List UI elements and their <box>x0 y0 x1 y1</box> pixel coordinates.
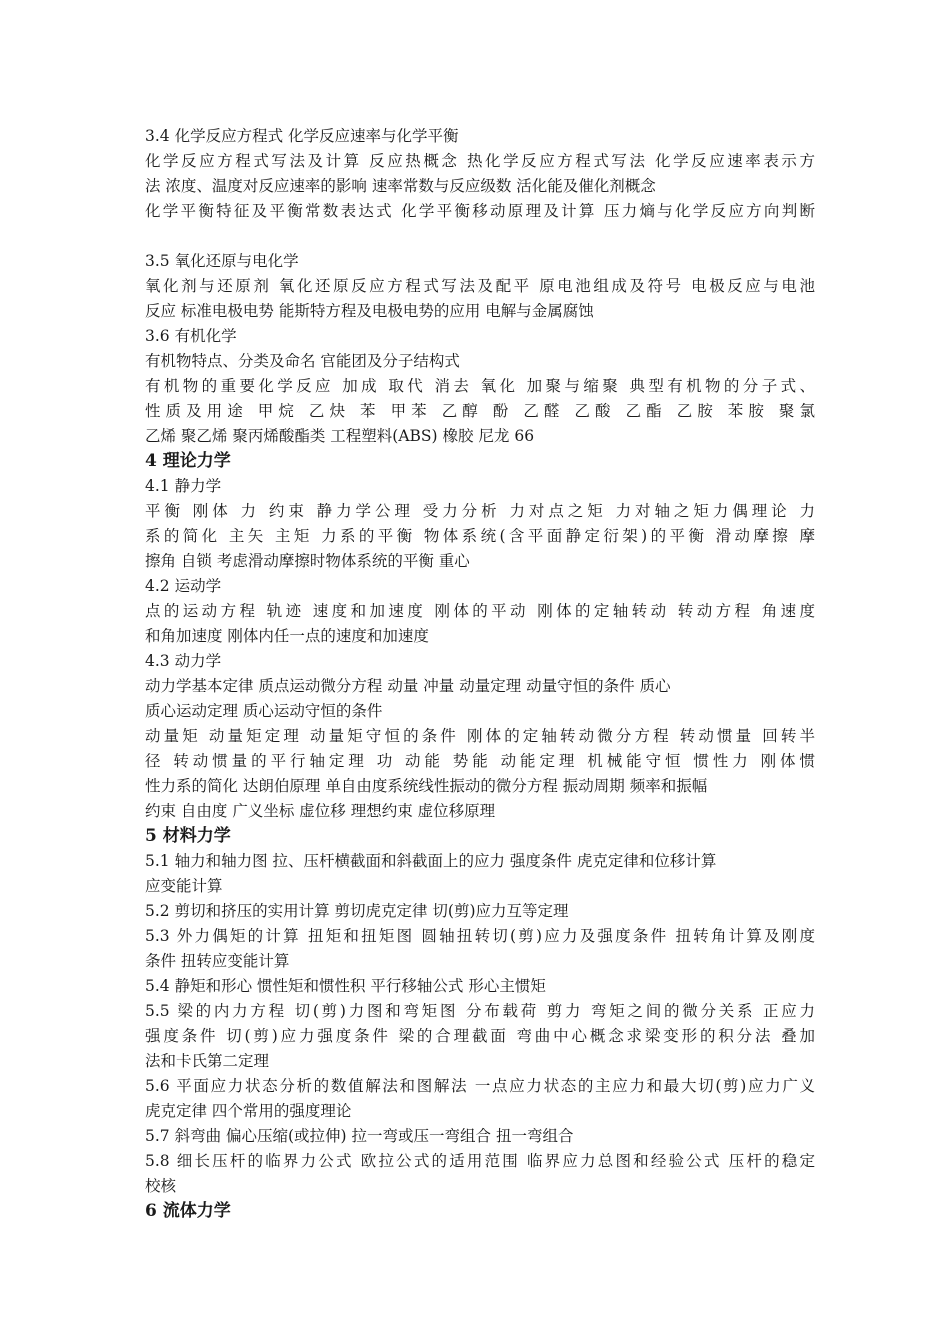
text-line: 3.5 氧化还原与电化学 <box>145 252 299 270</box>
text-line: 反应 标准电极电势 能斯特方程及电极电势的应用 电解与金属腐蚀 <box>145 302 594 320</box>
text-line: 强度条件 切(剪)应力强度条件 梁的合理截面 弯曲中心概念求梁变形的积分法 叠加 <box>145 1027 815 1045</box>
text-line: 擦角 自锁 考虑滑动摩擦时物体系统的平衡 重心 <box>145 552 470 570</box>
section-heading: 5 材料力学 <box>145 826 231 846</box>
text-line: 5.2 剪切和挤压的实用计算 剪切虎克定律 切(剪)应力互等定理 <box>145 902 569 920</box>
text-line: 性力系的简化 达朗伯原理 单自由度系统线性振动的微分方程 振动周期 频率和振幅 <box>145 777 708 795</box>
text-line: 应变能计算 <box>145 877 223 895</box>
text-line: 约束 自由度 广义坐标 虚位移 理想约束 虚位移原理 <box>145 802 496 820</box>
text-line: 乙烯 聚乙烯 聚丙烯酸酯类 工程塑料(ABS) 橡胶 尼龙 66 <box>145 427 535 445</box>
text-line: 5.3 外力偶矩的计算 扭矩和扭矩图 圆轴扭转切(剪)应力及强度条件 扭转角计算及刚度 <box>145 927 815 945</box>
text-line: 虎克定律 四个常用的强度理论 <box>145 1102 352 1120</box>
text-line: 动力学基本定律 质点运动微分方程 动量 冲量 动量定理 动量守恒的条件 质心 <box>145 677 671 695</box>
text-line: 化学平衡特征及平衡常数表达式 化学平衡移动原理及计算 压力熵与化学反应方向判断 <box>145 202 815 220</box>
text-line: 3.4 化学反应方程式 化学反应速率与化学平衡 <box>145 127 459 145</box>
text-line: 径 转动惯量的平行轴定理 功 动能 势能 动能定理 机械能守恒 惯性力 刚体惯 <box>145 752 815 770</box>
section-heading: 4 理论力学 <box>145 451 231 471</box>
text-line: 5.6 平面应力状态分析的数值解法和图解法 一点应力状态的主应力和最大切(剪)应力广义 <box>145 1077 815 1095</box>
text-line: 4.3 动力学 <box>145 652 222 670</box>
text-line: 法 浓度、温度对反应速率的影响 速率常数与反应级数 活化能及催化剂概念 <box>145 177 656 195</box>
text-line: 平衡 刚体 力 约束 静力学公理 受力分析 力对点之矩 力对轴之矩力偶理论 力 <box>145 502 815 520</box>
text-line: 条件 扭转应变能计算 <box>145 952 290 970</box>
text-line: 5.8 细长压杆的临界力公式 欧拉公式的适用范围 临界应力总图和经验公式 压杆的稳定 <box>145 1152 815 1170</box>
document-page <box>145 124 815 1224</box>
text-line: 质心运动定理 质心运动守恒的条件 <box>145 702 383 720</box>
text-line: 4.1 静力学 <box>145 477 222 495</box>
text-line: 4.2 运动学 <box>145 577 222 595</box>
text-line: 点的运动方程 轨迹 速度和加速度 刚体的平动 刚体的定轴转动 转动方程 角速度 <box>145 602 815 620</box>
text-line: 和角加速度 刚体内任一点的速度和加速度 <box>145 627 429 645</box>
text-line: 5.4 静矩和形心 惯性矩和惯性积 平行移轴公式 形心主惯矩 <box>145 977 546 995</box>
text-line: 校核 <box>145 1177 177 1195</box>
blank-line <box>145 224 815 249</box>
text-line: 5.1 轴力和轴力图 拉、压杆横截面和斜截面上的应力 强度条件 虎克定律和位移计算 <box>145 852 717 870</box>
text-line: 5.7 斜弯曲 偏心压缩(或拉伸) 拉一弯或压一弯组合 扭一弯组合 <box>145 1127 574 1145</box>
text-line: 氧化剂与还原剂 氧化还原反应方程式写法及配平 原电池组成及符号 电极反应与电池 <box>145 277 815 295</box>
text-line: 有机物特点、分类及命名 官能团及分子结构式 <box>145 352 460 370</box>
section-heading: 6 流体力学 <box>145 1201 231 1221</box>
text-line: 动量矩 动量矩定理 动量矩守恒的条件 刚体的定轴转动微分方程 转动惯量 回转半 <box>145 727 815 745</box>
text-line: 3.6 有机化学 <box>145 327 237 345</box>
text-line: 性质及用途 甲烷 乙炔 苯 甲苯 乙醇 酚 乙醛 乙酸 乙酯 乙胺 苯胺 聚氯 <box>145 402 815 420</box>
text-line: 有机物的重要化学反应 加成 取代 消去 氧化 加聚与缩聚 典型有机物的分子式、 <box>145 377 815 395</box>
text-line: 5.5 梁的内力方程 切(剪)力图和弯矩图 分布载荷 剪力 弯矩之间的微分关系 正应力 <box>145 1002 815 1020</box>
text-line: 系的简化 主矢 主矩 力系的平衡 物体系统(含平面静定衍架)的平衡 滑动摩擦 摩 <box>145 527 815 545</box>
text-line: 法和卡氏第二定理 <box>145 1052 270 1070</box>
text-line: 化学反应方程式写法及计算 反应热概念 热化学反应方程式写法 化学反应速率表示方 <box>145 152 815 170</box>
